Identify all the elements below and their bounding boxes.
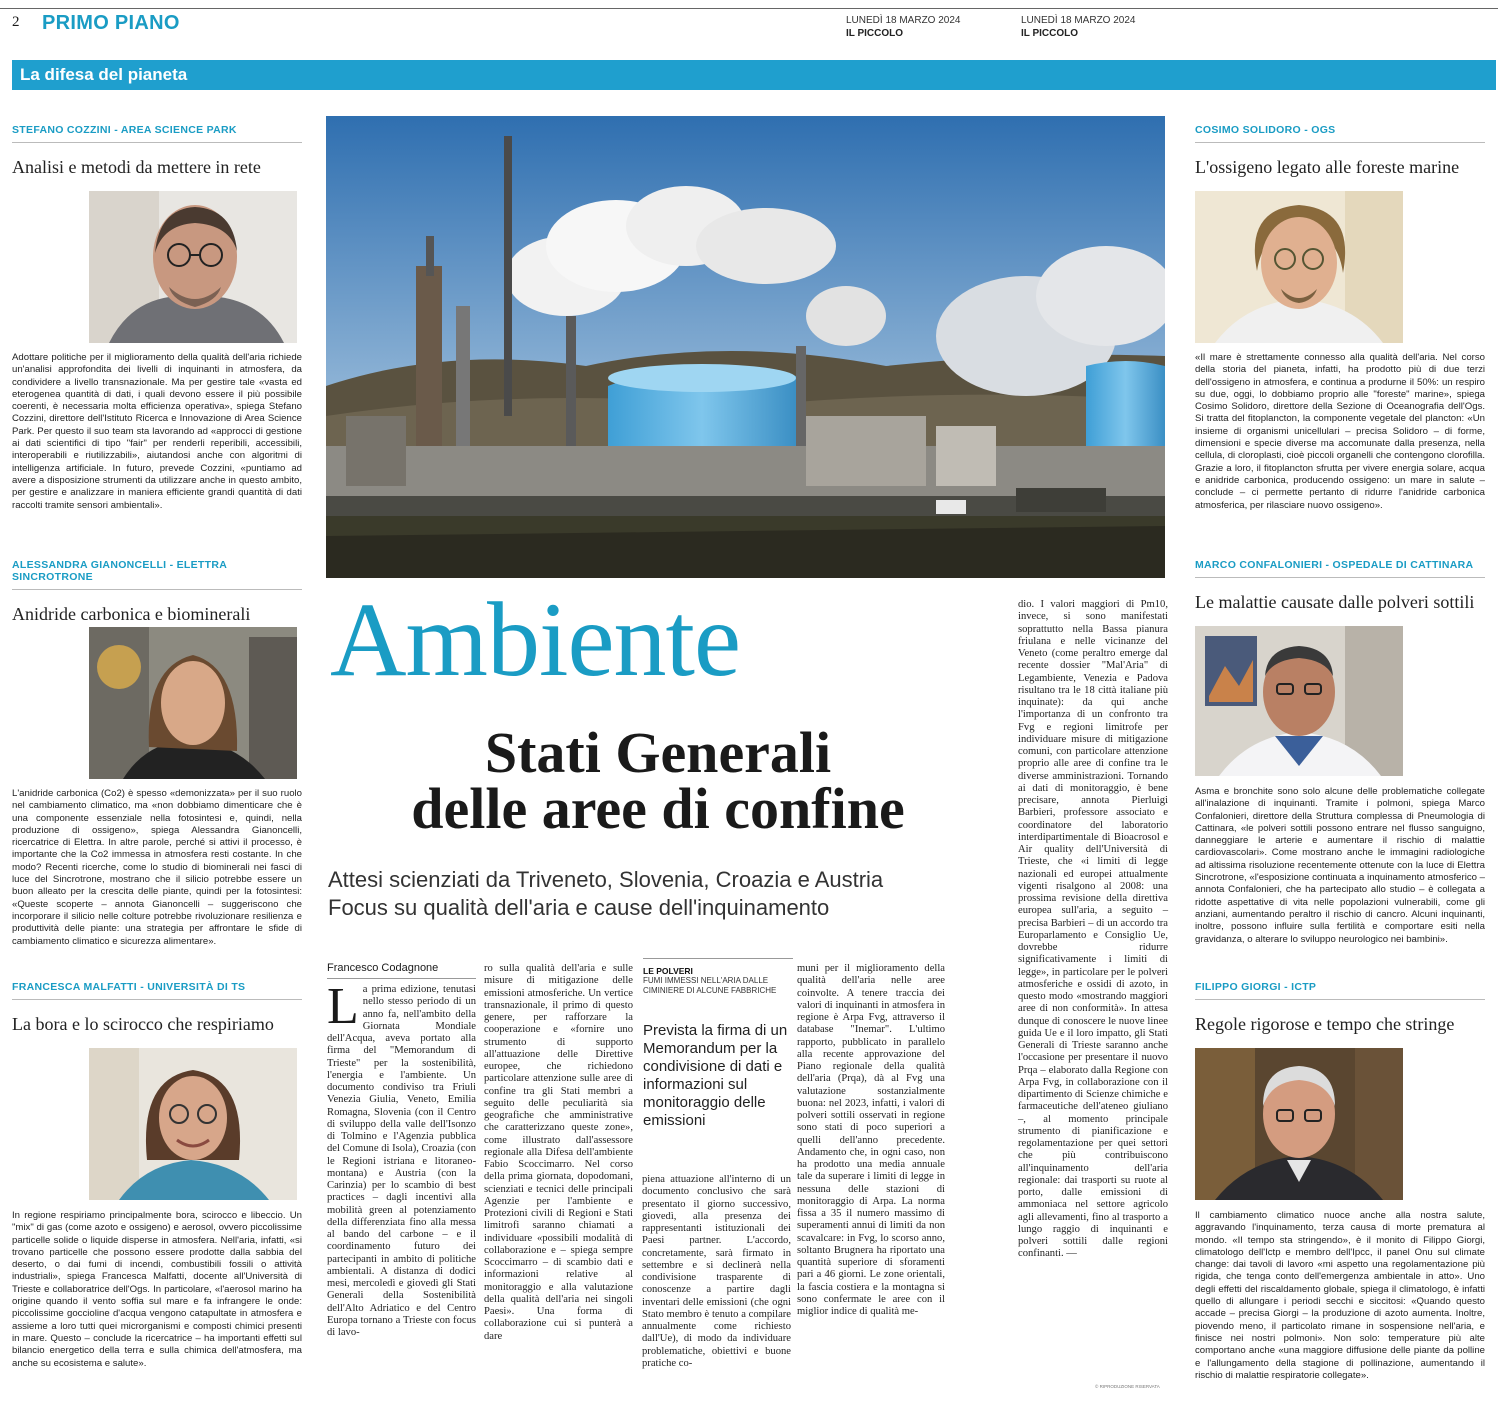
body-column-1-text: a prima edizione, tenutasi nello stesso periodo di un anno fa, nell'ambito della Giornata Mondiale dell'Acqua, aveva portato alla firma del "Memorandum di Trieste" per la sostenibilità, l'energia e l'ambiente. Un documento condiviso tra Friuli Venezia Giulia, Veneto, Emilia Romagna, Slovenia (con il Centro di sviluppo della valle dell'Isonzo di Tolmino e l'Agenzia pubblica del Comune di Isola), Croazia (con le Regioni istriana e litoraneo-montana) e Austria (con la Carinzia) per lo scambio di best practices – dagli incentivi alla mobilità green al potenziamento della differenziata fino alla messa al bando del carbone – e il coordinamento futuro dei partecipanti in ambito di politiche ambientali. A distanza di dodici mesi, mercoledì e giovedì gli Stati Generali della Sostenibilità dell'Alto Adriatico e del Centro Europa tornano a Trieste con focus di lavo- <box>327 984 476 1338</box>
portrait-malfatti <box>89 1048 297 1200</box>
bio-text-cozzini: Adottare politiche per il miglioramento della qualità dell'aria richiede un'analisi approfondita dei livelli di inquinanti in atmosfera, da condividere a livello transnazionale. Ma per gestire tale «vasta ed eterogenea quantità di dati, i quali devono essere il più possibile coerenti, è necessaria molta efficienza operativa», spiega Stefano Cozzini, direttore dell'Istituto Ricerca e Innovazione di Area Science Park. Per questo il suo team sta lavorando ad «approcci di gestione ai dati scientifici di tipo "fair" per renderli reperibili, accessibili, interoperabili e riutilizzabili», aiutandosi anche con algoritmi di intelligenza artificiale. In futuro, prevede Cozzini, «puntiamo ad avere a disposizione strumenti da utilizzare anche in questo ambito, per gestire e analizzare in maniera efficiente grandi quantità di dati raccolti tramite sensori ambientali». <box>12 352 302 511</box>
portrait-cozzini <box>89 191 297 343</box>
pull-quote: Prevista la firma di un Memorandum per la condivisione di dati e informazioni sul monitoraggio delle emissioni <box>643 1022 788 1129</box>
bio-solidoro <box>1195 124 1485 178</box>
bio-title: Analisi e metodi da mettere in rete <box>12 157 261 177</box>
byline: Francesco Codagnone <box>327 962 476 979</box>
photo-caption-text: FUMI IMMESSI NELL'ARIA DALLE CIMINIERE DI ALCUNE FABBRICHE <box>643 976 777 995</box>
body-column-5: dio. I valori maggiori di Pm10, invece, si sono manifestati soprattutto nella Bassa pianura friulana e nelle vicinanze del Veneto (come peraltro emerge dal recente dossier "Mal'Aria" di Legambiente, Venezia e Padova risultano tra le 18 città italiane più inquinate): da qui anche l'importanza di un confronto tra Fvg e regioni limitrofe per individuare misure di mitigazione comuni, con particolare attenzione proprio alle aree di confine tra le diverse amministrazioni. Tornando ai dati di monitoraggio, è bene precisare, annota Pierluigi Barbieri, professore associato e coordinatore del laboratorio interdipartimentale di Bioacrosol e Air quality dell'Università di Trieste, che «i limiti di legge nazionali ed europei attualmente vigenti risalgono al 2008: una prossima revisione della direttiva europea sull'aria, a seguito – precisa Barbieri – di un accordo tra Europarlamento e Consiglio Ue, dovrebbe ridurre significativamente i limiti di legge», in particolare per le polveri atmosferiche e ossidi di azoto, in questo modo «mostrando maggiori aree di non conformità». In attesa dunque di conoscere le nuove linee guida Ue e il loro impatto, gli Stati Generali di Trieste saranno anche l'occasione per presentare il nuovo Prqa – elaborato dalla Regione con Arpa Fvg, in collaborazione con il dipartimento di Scienze chimiche e farmaceutiche dell'ateneo giuliano –, al momento principale strumento di pianificazione e regolamentazione per quei settori che più contribuiscono all'inquinamento dell'aria regionale: dai trasporti su ruote al porto, dalle emissioni di ammoniaca nel settore agricolo agli allevamenti, fino al trasporto a lungo raggio di inquinanti e polveri sottili dalle regioni confinanti. — <box>1018 599 1168 1260</box>
photo-caption-kicker: LE POLVERI <box>643 966 693 976</box>
drop-cap: L <box>327 978 359 1035</box>
body-column-4: muni per il miglioramento della qualità dell'aria nelle aree coinvolte. A tenere traccia dei valori di inquinanti in atmosfera in regione è Arpa Fvg, attraverso il database "Inemar". L'ultimo rapporto, pubblicato in parallelo alla recente approvazione del Piano regionale della qualità dell'aria (Prqa), dà al Fvg una valutazione sostanzialmente buona: nel 2023, infatti, i valori di polveri sottili osservati in regione sono stati di poco superiori a quelli dell'anno precedente. Andamento che, in ogni caso, non ha prodotto una media annuale tale da superare i limiti di legge in nessuna delle stazioni di monitoraggio di Arpa. La norma fissa a 35 il numero massimo di superamenti annui di limiti da non scavalcare: in Fvg, lo scorso anno, soltanto Brugnera ha riportato una quantità superiore di sforamenti pari a 46 giorni. Le zone orientali, la fascia costiera e la montagna si sono confermate le aree con il miglior indice di qualità me- <box>797 963 945 1317</box>
bio-text-solidoro: «Il mare è strettamente connesso alla qualità dell'aria. Nel corso della storia del pianeta, infatti, ha prodotto più di due terzi dell'ossigeno in atmosfera, e continua a produrne il 50%: un respiro su due, oggi, lo dobbiamo proprio alle "foreste" marine», spiega Cosimo Solidoro, direttore della Sezione di Oceanografia dell'Ogs. Si tratta del fitoplancton, la componente vegetale del plancton: «Un insieme di organismi unicellulari – precisa Solidoro – di forme, dimensioni e specie diverse ma accomunate dalla presenza, nella cellula, di cloroplasti, cioè piccoli organelli che contengono clorofilla. Grazie a loro, il fitoplancton sfrutta per vivere energia solare, acqua e anidride carbonica, producendo ossigeno: un mare in salute – conclude – ci permette pertanto di ridurre l'anidride carbonica atmosferica, per rilasciare nuovo ossigeno». <box>1195 352 1485 511</box>
dateline-1 <box>846 14 961 40</box>
headline-main: Ambiente <box>330 581 740 698</box>
top-rule <box>0 8 1498 9</box>
bio-title: La bora e lo scirocco che respiriamo <box>12 1014 274 1034</box>
body-column-3: piena attuazione all'interno di un documento conclusivo che sarà presentato il giorno successivo, giovedì, alla presenza dei rappresentanti istituzionali dei Paesi partner. L'accordo, concretamente, sarà firmato in settembre e si declinerà nella condivisione trasparente di conoscenze a partire dagli inventari delle emissioni (che ogni Stato membro è tenuto a compilare annualmente come richiesto dall'Ue), di modo da individuare problematiche, obiettivi e buone pratiche co- <box>642 1174 791 1369</box>
bio-kicker: ALESSANDRA GIANONCELLI - ELETTRA SINCROTRONE <box>12 559 302 590</box>
bio-title: Le malattie causate dalle polveri sottili <box>1195 592 1475 612</box>
portrait-solidoro <box>1195 191 1403 343</box>
bio-title: Regole rigorose e tempo che stringe <box>1195 1014 1455 1034</box>
bio-cozzini <box>12 124 302 178</box>
bio-title: Anidride carbonica e biominerali <box>12 604 251 624</box>
bio-title: L'ossigeno legato alle foreste marine <box>1195 157 1460 177</box>
sidebar-rule <box>643 958 793 959</box>
deck-line-1: Attesi scienziati da Triveneto, Slovenia, Croazia e Austria <box>328 867 884 892</box>
bio-gianoncelli <box>12 559 302 625</box>
bio-kicker: MARCO CONFALONIERI - OSPEDALE DI CATTINARA <box>1195 559 1485 578</box>
bio-malfatti <box>12 981 302 1035</box>
bio-text-confalonieri: Asma e bronchite sono solo alcune delle problematiche collegate all'inalazione di inquinanti. Tramite i polmoni, spiega Marco Confalonieri, direttore della Struttura complessa di Pneumologia di Cattinara, «le polveri sottili possono entrare nel flusso sanguigno, danneggiare le arterie e aumentare il rischio di malattie cardiovascolari». Come mostrano anche le immagini radiologiche ad altissima risoluzione recentemente ottenute con la luce di Elettra Sincrotrone, «l'esposizione continuata a inquinamento atmosferico – annota Confalonieri, che ha partecipato allo studio – è collegata a ridotte aspettative di vita nelle popolazioni vulnerabili, come gli anziani, aumentando peraltro il rischio di cancro. Alcuni inquinanti, inoltre, possono influire sulla fertilità e comportare esiti nella gravidanza, o alterare lo sviluppo neurologico nei bambini». <box>1195 786 1485 945</box>
bio-confalonieri <box>1195 559 1485 613</box>
hero-photo-industrial-plant <box>326 116 1165 578</box>
bio-text-giorgi: Il cambiamento climatico nuoce anche alla nostra salute, aggravando l'inquinamento, terza causa di morte prematura al mondo. «Il tempo sta stringendo», è il monito di Filippo Giorgi, climatologo dell'Ictp e membro dell'Ipcc, il panel Onu sul climate change: dai tavoli di lavoro «mi aspetto una regolamentazione più rigida, che tenga conto dell'emergenza ambientale in atto». Uno degli effetti del riscaldamento globale, spiega il climatologo, è infatti quello di allungare i periodi secchi e siccitosi: «Quando questo accade – precisa Giorgi – la produzione di azoto aumenta. Inoltre, piovendo meno, il particolato rimane in sospensione nell'aria, e finisce nei nostri polmoni». Non solo: temperature più alte comportano anche «una maggiore diffusione delle piante da polline e l'allungamento della stagione di pollinazione, aumentando il rischio di malattie respiratorie collegate». <box>1195 1210 1485 1381</box>
copyright-notice: © RIPRODUZIONE RISERVATA <box>1095 1384 1160 1389</box>
topic-band-label: La difesa del pianeta <box>20 65 188 84</box>
portrait-gianoncelli <box>89 627 297 779</box>
deck-line-2: Focus su qualità dell'aria e cause dell'inquinamento <box>328 895 830 920</box>
section-title: PRIMO PIANO <box>42 12 180 34</box>
bio-text-gianoncelli: L'anidride carbonica (Co2) è spesso «demonizzata» per il suo ruolo nel cambiamento climatico, ma «non dobbiamo dimenticare che è una componente essenziale nella fotosintesi e, quindi, nella produzione di ossigeno», spiega Alessandra Gianoncelli, ricercatrice di Elettra. In altre parole, perché si attivi il processo, è importante che la Co2 immessa in atmosfera resti costante. In che modo? Recenti ricerche, come lo studio di biominerali nei fasci di luce del Sincrotrone, mostrano che il silicio potrebbe essere un buon alleato per la crescita delle piante, quindi per la fotosintesi: «Queste scoperte – annota Gianoncelli – suggeriscono che incorporare il silicio nelle colture potrebbe rivoluzionare resilienza e produttività delle piante: una strategia per affrontare le sfide di cambiamento climatico e sicurezza alimentare». <box>12 788 302 947</box>
paper-name-2: IL PICCOLO <box>1021 28 1079 39</box>
headline-sub <box>338 720 978 841</box>
body-column-2: ro sulla qualità dell'aria e sulle misure di mitigazione delle emissioni atmosferiche. Un vertice transnazionale, il primo di questo genere, per rafforzare la cooperazione e «fornire uno strumento di supporto all'attuazione delle Direttive europee, che richiedono particolare attenzione sulle aree di confine tra gli Stati membri a seguito delle peculiarità sia geografiche che amministrative che caratterizzano queste zone», come illustrato dall'assessore regionale alla Difesa dell'ambiente Fabio Scoccimarro. Nel corso della prima giornata, dopodomani, scienziati e tecnici delle principali Agenzie per l'ambiente e Protezioni civili di Regioni e Stati limitrofi saranno chiamati a individuare «possibili modalità di collaborazione e – spiega sempre Scoccimarro – di scambio dati e informazioni relative al monitoraggio e alla valutazione della qualità dell'aria nei singoli Paesi». Una forma di collaborazione cui si punterà a dare <box>484 963 633 1342</box>
bio-kicker: FILIPPO GIORGI - ICTP <box>1195 981 1485 1000</box>
bio-text-malfatti: In regione respiriamo principalmente bora, scirocco e libeccio. Un "mix" di gas (come azoto e ossigeno) e aerosol, ovvero piccolissime particelle solide o liquide disperse in atmosfera. Nell'aria, infatti, «si trovano particelle che possono essere prodotte dalla sabbia del deserto, o dai fumi di incendi, combustibili fossili o attività industriali», spiega Francesca Malfatti, docente all'Università di Trieste e collaboratrice dell'Ogs. In particolare, «l'aerosol marino ha origine quando il vento soffia sul mare e fa infrangere le onde: piccolissime goccioline d'acqua vengono catapultate in atmosfera e assieme a loro tutti quei microrganismi e composti chimici presenti in mare. Questo – conclude la ricercatrice – ha importanti effetti sul bilancio energetico della terra e sulla chimica dell'atmosfera, ma anche su ecosistema e salute». <box>12 1210 302 1369</box>
bio-giorgi <box>1195 981 1485 1035</box>
body-column-1 <box>327 978 476 1339</box>
headline-sub-line-1: Stati Generali <box>484 720 832 785</box>
portrait-confalonieri <box>1195 626 1403 776</box>
topic-band <box>12 60 1496 90</box>
date-1: LUNEDÌ 18 MARZO 2024 <box>846 15 961 26</box>
dateline-2 <box>1021 14 1136 40</box>
date-2: LUNEDÌ 18 MARZO 2024 <box>1021 15 1136 26</box>
headline-sub-line-2: delle aree di confine <box>411 776 905 841</box>
page-number: 2 <box>12 14 20 30</box>
bio-kicker: STEFANO COZZINI - AREA SCIENCE PARK <box>12 124 302 143</box>
portrait-giorgi <box>1195 1048 1403 1200</box>
bio-kicker: COSIMO SOLIDORO - OGS <box>1195 124 1485 143</box>
photo-caption <box>643 966 793 996</box>
paper-name-1: IL PICCOLO <box>846 28 904 39</box>
bio-kicker: FRANCESCA MALFATTI - UNIVERSITÀ DI TS <box>12 981 302 1000</box>
deck <box>328 866 883 922</box>
